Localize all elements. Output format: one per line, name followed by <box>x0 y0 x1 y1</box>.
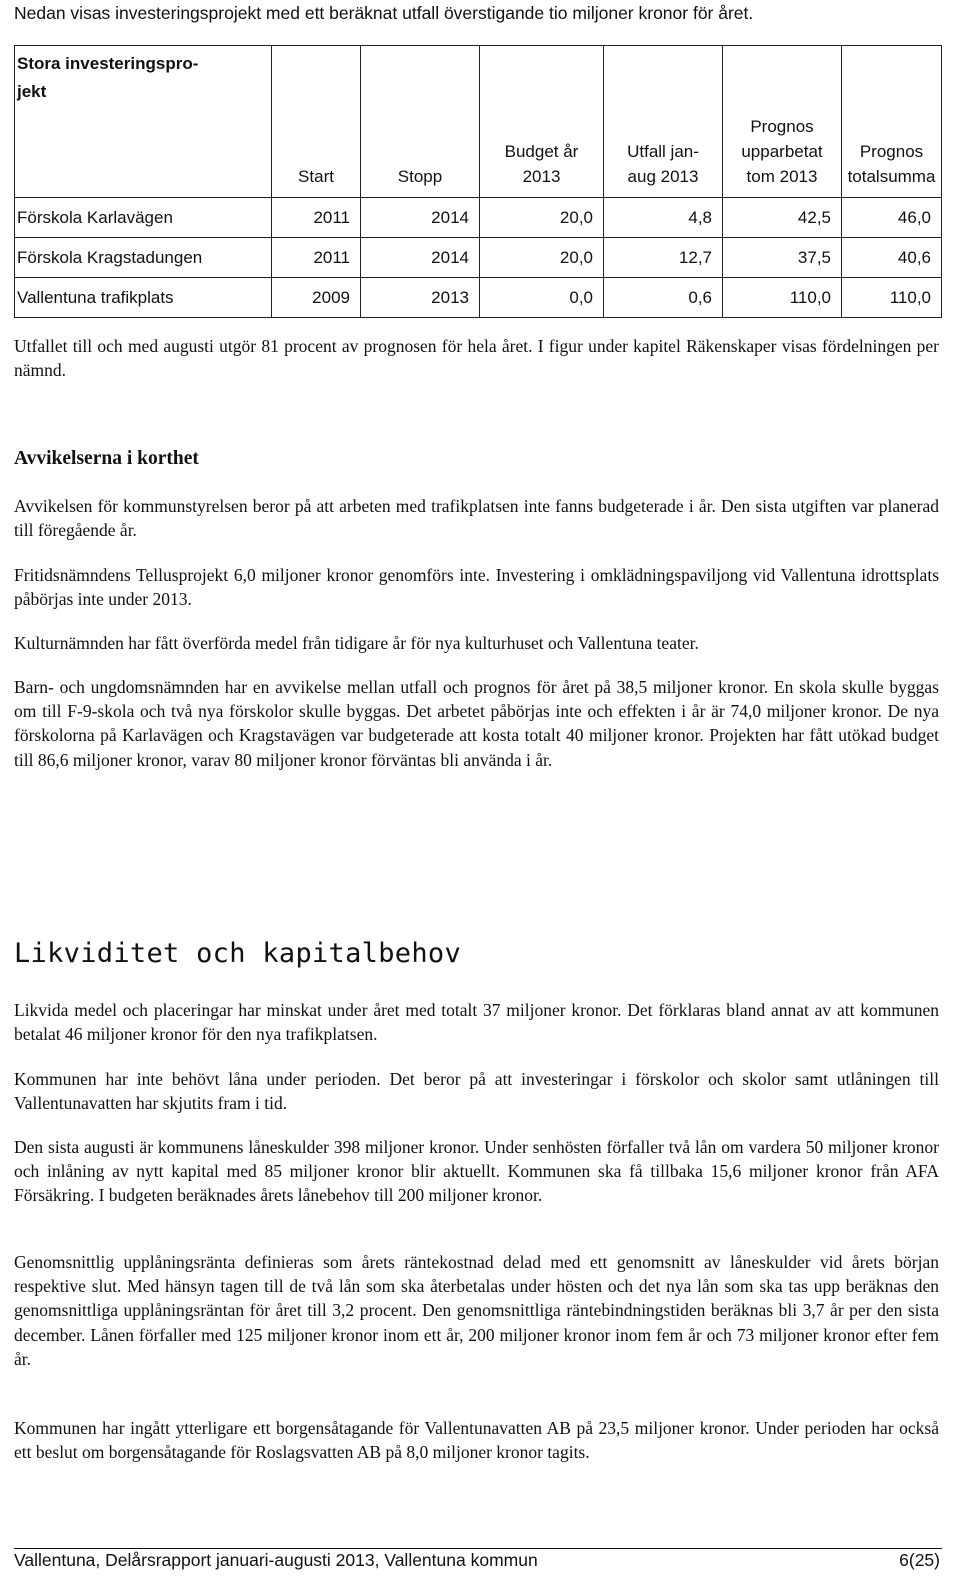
project-name: Förskola Karlavägen <box>15 198 272 238</box>
page-number: 6(25) <box>899 1550 940 1570</box>
forecast-accrued-value: 42,5 <box>723 198 842 238</box>
paragraph: Genomsnittlig upplåningsränta definieras som årets räntekostnad delad med ett genomsnitt av låneskulder vid årets början respektive slut. Med hänsyn tagen till de två lån som ska återbetalas under hösten och det nya lån som ska tas upp beräknas den genomsnittliga upplåningsräntan för året till 3,2 procent. Den genomsnittliga räntebindningstiden beräknas bli 3,7 år per den sista december. Lånen förfaller med 125 miljoner kronor inom ett år, 200 miljoner kronor inom fem år och 73 miljoner kronor efter fem år. <box>14 1252 939 1369</box>
start-year: 2011 <box>272 198 361 238</box>
stop-year: 2014 <box>361 198 480 238</box>
footer-document-title: Vallentuna, Delårsrapport januari-augusti 2013, Vallentuna kommun <box>14 1550 538 1570</box>
column-header-upparbetat <box>723 46 842 198</box>
column-header-line: totalsumma <box>847 167 936 186</box>
stop-year: 2013 <box>361 278 480 318</box>
column-header-stopp <box>361 46 480 198</box>
investment-table <box>14 45 942 318</box>
table-title <box>15 46 272 198</box>
column-header-line: Prognos <box>750 117 814 136</box>
forecast-total-value: 110,0 <box>842 278 942 318</box>
paragraph: Likvida medel och placeringar har minskat under året med totalt 37 miljoner kronor. Det förklaras bland annat av att kommunen betalat 46 miljoner kronor för den nya trafikplatsen. <box>14 1000 939 1045</box>
outcome-value: 12,7 <box>604 238 723 278</box>
section-heading-deviations: Avvikelserna i korthet <box>14 448 199 469</box>
table-header-row <box>15 46 942 198</box>
paragraph: Kommunen har ingått ytterligare ett borgensåtagande för Vallentunavatten AB på 23,5 miljoner kronor. Under perioden har också ett beslut om borgensåtagande för Roslagsvatten AB på 8,0 miljoner kronor tagits. <box>14 1418 939 1463</box>
column-header-line: tom 2013 <box>746 167 818 186</box>
outcome-value: 4,8 <box>604 198 723 238</box>
table-title-line2: jekt <box>17 82 47 101</box>
paragraph: Kulturnämnden har fått överförda medel från tidigare år för nya kulturhuset och Vallentuna teater. <box>14 633 699 653</box>
forecast-total-value: 40,6 <box>842 238 942 278</box>
column-header-line: Start <box>298 167 334 186</box>
column-header-line: 2013 <box>522 167 561 186</box>
section-heading-liquidity: Likviditet och kapitalbehov <box>14 938 461 969</box>
forecast-accrued-value: 37,5 <box>723 238 842 278</box>
column-header-line: Stopp <box>397 167 443 186</box>
start-year: 2009 <box>272 278 361 318</box>
paragraph: Barn- och ungdomsnämnden har en avvikelse mellan utfall och prognos för året på 38,5 miljoner kronor. En skola skulle byggas om till F-9-skola och två nya förskolor skulle byggas. Det arbetet påbörjas inte och effekten i år är 74,0 miljoner kronor. De nya förskolorna på Karlavägen och Kragstavägen var budgeterade att kosta totalt 40 miljoner kronor. Projekten har fått utökad budget till 86,6 miljoner kronor, varav 80 miljoner kronor förväntas bli använda i år. <box>14 677 939 770</box>
column-header-utfall <box>604 46 723 198</box>
paragraph: Avvikelsen för kommunstyrelsen beror på att arbeten med trafikplatsen inte fanns budgeterade i år. Den sista utgiften var planerad till föregående år. <box>14 496 939 541</box>
budget-value: 20,0 <box>480 198 604 238</box>
column-header-start <box>272 46 361 198</box>
table-row <box>15 278 942 318</box>
stop-year: 2014 <box>361 238 480 278</box>
table-row <box>15 198 942 238</box>
column-header-line: aug 2013 <box>627 167 699 186</box>
budget-value: 20,0 <box>480 238 604 278</box>
column-header-line: upparbetat <box>741 142 823 161</box>
column-header-line: Utfall jan- <box>627 142 699 161</box>
project-name: Vallentuna trafikplats <box>15 278 272 318</box>
paragraph: Kommunen har inte behövt låna under perioden. Det beror på att investeringar i förskolor och skolor samt utlåningen till Vallentunavatten har skjutits fram i tid. <box>14 1069 939 1114</box>
column-header-line: Budget år <box>504 142 579 161</box>
column-header-budget <box>480 46 604 198</box>
table-row <box>15 238 942 278</box>
budget-value: 0,0 <box>480 278 604 318</box>
paragraph: Fritidsnämndens Tellusprojekt 6,0 miljoner kronor genomförs inte. Investering i omklädningspaviljong vid Vallentuna idrottsplats påbörjas inte under 2013. <box>14 565 939 610</box>
start-year: 2011 <box>272 238 361 278</box>
table-note-paragraph: Utfallet till och med augusti utgör 81 procent av prognosen för hela året. I figur under kapitel Räkenskaper visas fördelningen per nämnd. <box>14 336 939 381</box>
table-title-line1: Stora investeringspro- <box>17 54 199 73</box>
footer-divider <box>14 1548 942 1549</box>
paragraph: Den sista augusti är kommunens låneskulder 398 miljoner kronor. Under senhösten förfaller två lån om vardera 50 miljoner kronor och inlåning av nytt kapital med 85 miljoner kronor blir aktuellt. Kommunen ska få tillbaka 15,6 miljoner kronor från AFA Försäkring. I budgeten beräknades årets lånebehov till 200 miljoner kronor. <box>14 1137 939 1206</box>
project-name: Förskola Kragstadungen <box>15 238 272 278</box>
forecast-total-value: 46,0 <box>842 198 942 238</box>
column-header-line: Prognos <box>859 142 924 161</box>
forecast-accrued-value: 110,0 <box>723 278 842 318</box>
intro-text: Nedan visas investeringsprojekt med ett beräknat utfall överstigande tio miljoner kronor för året. <box>14 3 754 23</box>
outcome-value: 0,6 <box>604 278 723 318</box>
column-header-total <box>842 46 942 198</box>
